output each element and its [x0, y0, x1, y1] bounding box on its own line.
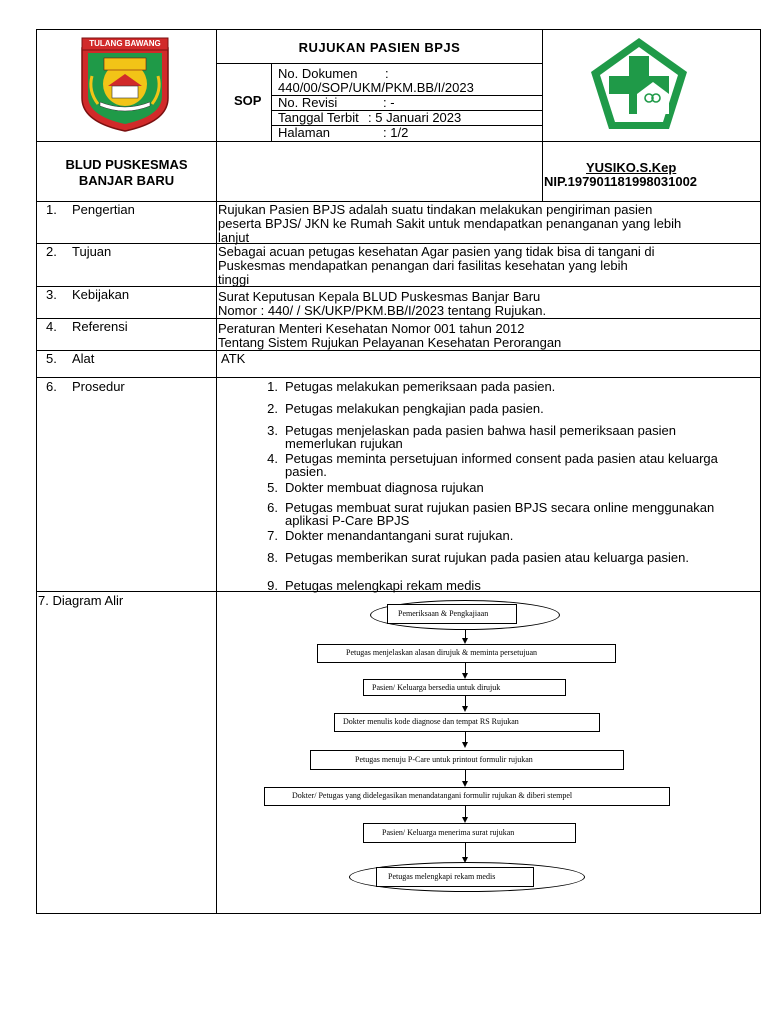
procedure-item-number: 2. [267, 401, 278, 416]
revision-label: No. Revisi [278, 95, 338, 110]
procedure-item-number: 9. [267, 578, 278, 593]
section-number: 2. [46, 244, 57, 259]
procedure-item-text: Petugas membuat surat rujukan pasien BPJS secara online menggunakan aplikasi P-Care BPJS [285, 500, 715, 528]
section-number: 5. [46, 351, 57, 366]
section-text-line: Nomor : 440/ / SK/UKP/PKM.BB/I/2023 tentang Rujukan. [218, 303, 547, 318]
flow-step-text: Dokter/ Petugas yang didelegasikan menandatangani formulir rujukan & diberi stempel [292, 791, 573, 800]
procedure-item-number: 4. [267, 451, 278, 466]
section-number: 4. [46, 319, 57, 334]
flow-step [334, 713, 600, 732]
flow-step [317, 644, 616, 663]
flow-step [363, 823, 576, 843]
flow-arrow [462, 706, 468, 712]
procedure-item-text: Petugas melakukan pemeriksaan pada pasien. [285, 379, 556, 394]
flow-step-text: Dokter menulis kode diagnose dan tempat RS Rujukan [343, 717, 519, 726]
revision-value: : - [383, 95, 395, 110]
organization-name-line2: BANJAR BARU [78, 173, 175, 188]
section-number: 3. [46, 287, 57, 302]
section-text-line: ATK [221, 351, 246, 366]
page-value: : 1/2 [383, 125, 409, 140]
section-text-line: Sebagai acuan petugas kesehatan Agar pasien yang tidak bisa di tangani di [218, 244, 655, 259]
procedure-item-number: 1. [267, 379, 278, 394]
flow-step-text: Pemeriksaan & Pengkajiaan [398, 609, 489, 618]
section-text-line: Rujukan Pasien BPJS adalah suatu tindakan melakukan pengiriman pasien [218, 202, 653, 217]
section-text-line: lanjut [218, 230, 250, 245]
flow-step-text: Petugas menuju P-Care untuk printout formulir rujukan [355, 755, 533, 764]
flow-step-text: Petugas melengkapi rekam medis [388, 872, 496, 881]
regency-logo [78, 36, 172, 133]
section-text-line: Peraturan Menteri Kesehatan Nomor 001 tahun 2012 [218, 321, 525, 336]
procedure-item-number: 6. [267, 500, 278, 515]
flow-connector [465, 843, 466, 858]
flow-step [310, 750, 624, 770]
procedure-item-text: Petugas melengkapi rekam medis [285, 578, 481, 593]
puskesmas-logo [585, 36, 693, 131]
section-number: 6. [46, 379, 57, 394]
section-text-line: tinggi [218, 272, 250, 287]
flow-step-text: Pasien/ Keluarga menerima surat rujukan [382, 828, 515, 837]
section-label-prosedur: Prosedur [72, 379, 125, 394]
flow-step-text: Petugas menjelaskan alasan dirujuk & meminta persetujuan [346, 648, 538, 657]
procedure-item-number: 7. [267, 528, 278, 543]
section-label-referensi: Referensi [72, 319, 128, 334]
doc-no-label: No. Dokumen [278, 66, 358, 81]
signer-name: YUSIKO.S.Kep [586, 160, 677, 175]
procedure-item-text: Dokter menandantangani surat rujukan. [285, 528, 514, 543]
sop-label: SOP [234, 93, 262, 108]
flow-arrow [462, 742, 468, 748]
doc-no-value: 440/00/SOP/UKM/PKM.BB/I/2023 [278, 80, 474, 95]
section-label-kebijakan: Kebijakan [72, 287, 130, 302]
section-number: 1. [46, 202, 57, 217]
issue-date-value: : 5 Januari 2023 [368, 110, 462, 125]
procedure-item-number: 8. [267, 550, 278, 565]
signer-nip: NIP.197901181998031002 [544, 174, 698, 189]
procedure-item-text: Dokter membuat diagnosa rujukan [285, 480, 484, 495]
doc-no-separator: : [385, 66, 389, 81]
procedure-item-text: Petugas menjelaskan pada pasien bahwa hasil pemeriksaan pasien memerlukan rujukan [285, 423, 676, 451]
flow-step-text: Pasien/ Keluarga bersedia untuk dirujuk [372, 683, 501, 692]
logo-region-text: TULANG BAWANG [89, 39, 161, 48]
diagram-label: 7. Diagram Alir [38, 593, 124, 608]
issue-date-label: Tanggal Terbit [278, 110, 359, 125]
procedure-item-number: 5. [267, 480, 278, 495]
section-text-line: Surat Keputusan Kepala BLUD Puskesmas Banjar Baru [218, 289, 541, 304]
organization-name-line1: BLUD PUSKESMAS [65, 157, 188, 172]
flow-step [376, 867, 534, 887]
section-label-alat: Alat [72, 351, 95, 366]
section-label-tujuan: Tujuan [72, 244, 112, 259]
procedure-item-text: Petugas meminta persetujuan informed consent pada pasien atau keluarga pasien. [285, 451, 718, 479]
flow-step [264, 787, 670, 806]
procedure-item-text: Petugas melakukan pengkajian pada pasien. [285, 401, 544, 416]
procedure-item-number: 3. [267, 423, 278, 438]
section-text-line: Puskesmas mendapatkan penangan dari fasilitas kesehatan yang lebih [218, 258, 628, 273]
section-text-line: peserta BPJS/ JKN ke Rumah Sakit untuk mendapatkan penanganan yang lebih [218, 216, 682, 231]
procedure-item-text: Petugas memberikan surat rujukan pada pasien atau keluarga pasien. [285, 550, 689, 565]
flow-step [387, 604, 517, 624]
section-text-line: Tentang Sistem Rujukan Pelayanan Kesehatan Perorangan [218, 335, 562, 350]
section-label-pengertian: Pengertian [72, 202, 135, 217]
document-title: RUJUKAN PASIEN BPJS [298, 40, 461, 55]
flow-step [363, 679, 566, 696]
page-label: Halaman [278, 125, 331, 140]
